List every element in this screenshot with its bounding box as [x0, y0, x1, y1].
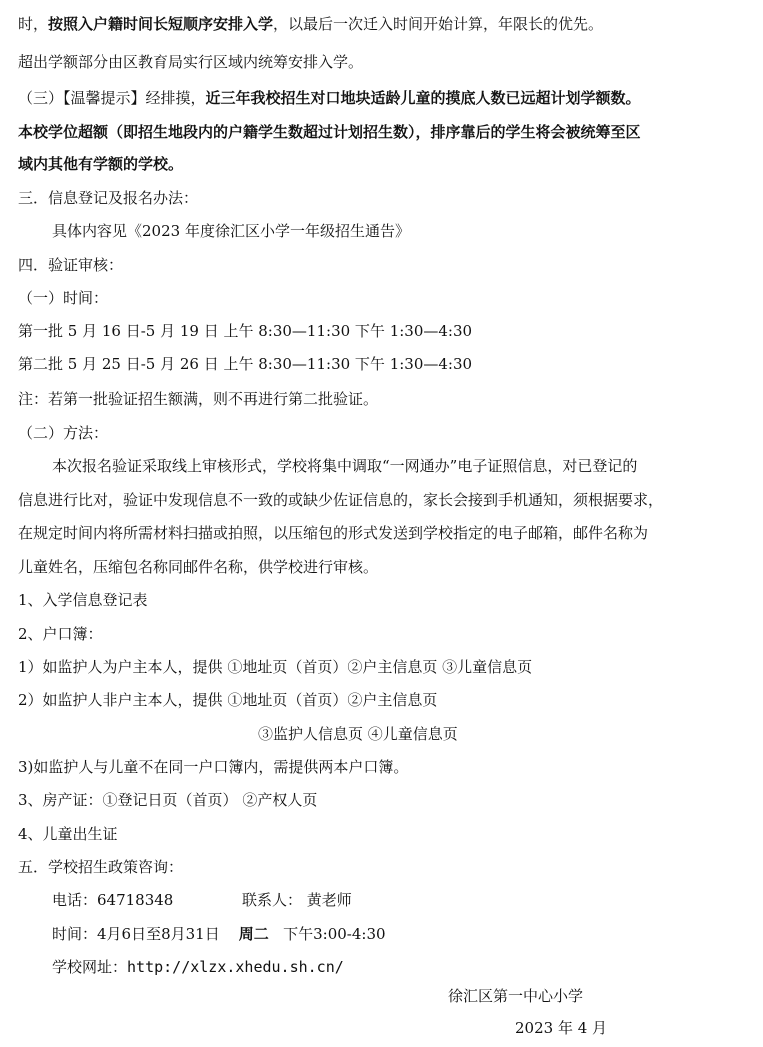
- list-subitem: 3)如监护人与儿童不在同一户口簿内，需提供两本户口簿。: [18, 758, 409, 776]
- signature: 徐汇区第一中心小学: [448, 987, 584, 1005]
- document-date: 2023 年 4 月: [515, 1019, 608, 1037]
- bold-text: 周二: [238, 925, 269, 943]
- text: 下午3:00-4:30: [283, 925, 386, 943]
- list-subitem: 2）如监护人非户主本人，提供 ①地址页（首页）②户主信息页: [18, 691, 438, 709]
- note-line: 注：若第一批验证招生额满，则不再进行第二批验证。: [18, 390, 379, 408]
- text: 时，: [18, 15, 49, 33]
- list-subitem-continued: ③监护人信息页 ④儿童信息页: [258, 725, 458, 743]
- consult-time-line: [52, 924, 386, 944]
- method-line: 在规定时间内将所需材料扫描或拍照，以压缩包的形式发送到学校指定的电子邮箱，邮件名称为: [18, 524, 649, 542]
- bold-text: 按照入户籍时间长短顺序安排入学: [48, 15, 274, 33]
- paragraph-line: 超出学额部分由区教育局实行区域内统筹安排入学。: [18, 53, 364, 71]
- website-line: [52, 957, 344, 977]
- list-item: 1、入学信息登记表: [18, 591, 148, 609]
- paragraph-line: [18, 14, 603, 34]
- schedule-batch-1: 第一批 5 月 16 日-5 月 19 日 上午 8:30—11:30 下午 1:30—4:30: [18, 322, 473, 340]
- section-title: 五．学校招生政策咨询：: [18, 858, 184, 876]
- warm-tip-line: 本校学位超额（即招生地段内的户籍学生数超过计划招生数），排序靠后的学生将会被统筹至区: [18, 123, 641, 141]
- subsection-title: （一）时间：: [18, 289, 109, 307]
- contact-line: [52, 890, 173, 910]
- section-content: 具体内容见《2023 年度徐汇区小学一年级招生通告》: [52, 222, 410, 240]
- list-subitem: 1）如监护人为户主本人，提供 ①地址页（首页）②户主信息页 ③儿童信息页: [18, 658, 533, 676]
- list-item: 3、房产证：①登记日页（首页） ②产权人页: [18, 791, 318, 809]
- contact-person: 联系人： 黄老师: [242, 891, 352, 909]
- list-item: 4、儿童出生证: [18, 825, 118, 843]
- warm-tip-line: [18, 88, 641, 108]
- phone-text: 电话：64718348: [52, 891, 174, 909]
- warm-tip-line: 域内其他有学额的学校。: [18, 155, 184, 173]
- text: 时间：4月6日至8月31日: [52, 925, 220, 943]
- schedule-batch-2: 第二批 5 月 25 日-5 月 26 日 上午 8:30—11:30 下午 1:30—4:30: [18, 355, 473, 373]
- website-link[interactable]: http://xlzx.xhedu.sh.cn/: [127, 958, 344, 976]
- section-title: 三．信息登记及报名办法：: [18, 189, 199, 207]
- list-item: 2、户口簿：: [18, 625, 103, 643]
- method-line: 本次报名验证采取线上审核形式，学校将集中调取“一网通办”电子证照信息，对已登记的: [52, 457, 638, 475]
- text: （三）【温馨提示】经排摸，: [18, 89, 206, 107]
- bold-text: 近三年我校招生对口地块适龄儿童的摸底人数已远超计划学额数。: [205, 89, 641, 107]
- method-line: 儿童姓名，压缩包名称同邮件名称，供学校进行审核。: [18, 558, 379, 576]
- section-title: 四．验证审核：: [18, 256, 124, 274]
- method-line: 信息进行比对，验证中发现信息不一致的或缺少佐证信息的，家长会接到手机通知，须根据要求，: [18, 491, 664, 509]
- website-label: 学校网址：: [52, 958, 128, 976]
- subsection-title: （二）方法：: [18, 424, 109, 442]
- text: ，以最后一次迁入时间开始计算，年限长的优先。: [273, 15, 604, 33]
